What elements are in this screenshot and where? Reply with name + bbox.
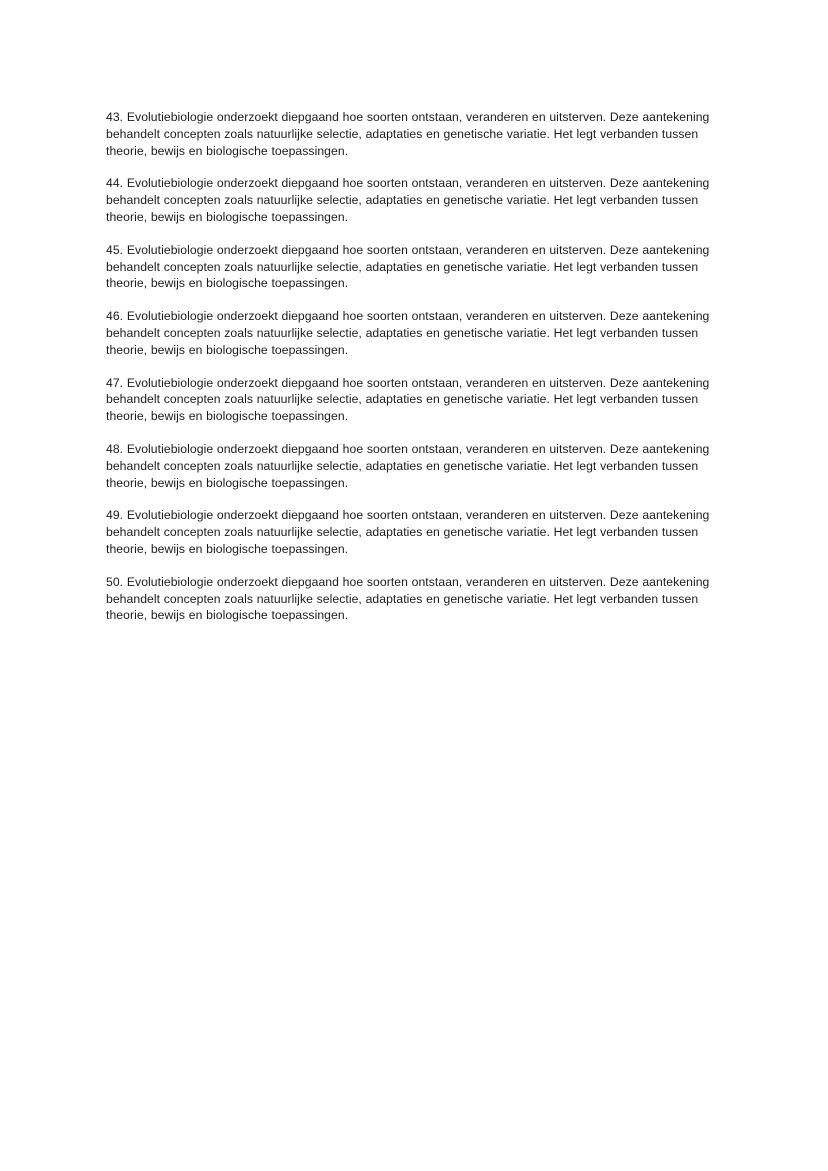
note-paragraph bbox=[106, 375, 714, 425]
note-number: 48. bbox=[106, 441, 124, 456]
note-number: 49. bbox=[106, 508, 124, 523]
note-paragraph bbox=[106, 109, 714, 159]
note-body-text: Evolutiebiologie onderzoekt diepgaand hoe soorten ontstaan, veranderen en uitsterven. Deze aantekening behandelt concepten zoals natuurlijke selectie, adaptaties en genetische variatie. Het legt verbanden tussen theorie, bewijs en biologische toepassingen. bbox=[106, 110, 710, 158]
note-body-text: Evolutiebiologie onderzoekt diepgaand hoe soorten ontstaan, veranderen en uitsterven. Deze aantekening behandelt concepten zoals natuurlijke selectie, adaptaties en genetische variatie. Het legt verbanden tussen theorie, bewijs en biologische toepassingen. bbox=[106, 508, 710, 556]
note-paragraph bbox=[106, 441, 714, 491]
note-number: 43. bbox=[106, 110, 124, 124]
note-paragraph bbox=[106, 308, 714, 358]
note-body-text: Evolutiebiologie onderzoekt diepgaand hoe soorten ontstaan, veranderen en uitsterven. Deze aantekening behandelt concepten zoals natuurlijke selectie, adaptaties en genetische variatie. Het legt verbanden tussen theorie, bewijs en biologische toepassingen. bbox=[106, 574, 710, 623]
note-number: 46. bbox=[106, 309, 124, 324]
note-body-text: Evolutiebiologie onderzoekt diepgaand hoe soorten ontstaan, veranderen en uitsterven. Deze aantekening behandelt concepten zoals natuurlijke selectie, adaptaties en genetische variatie. Het legt verbanden tussen theorie, bewijs en biologische toepassingen. bbox=[106, 242, 710, 291]
note-body-text: Evolutiebiologie onderzoekt diepgaand hoe soorten ontstaan, veranderen en uitsterven. Deze aantekening behandelt concepten zoals natuurlijke selectie, adaptaties en genetische variatie. Het legt verbanden tussen theorie, bewijs en biologische toepassingen. bbox=[106, 309, 710, 357]
note-body-text: Evolutiebiologie onderzoekt diepgaand hoe soorten ontstaan, veranderen en uitsterven. Deze aantekening behandelt concepten zoals natuurlijke selectie, adaptaties en genetische variatie. Het legt verbanden tussen theorie, bewijs en biologische toepassingen. bbox=[106, 375, 710, 424]
note-paragraph bbox=[106, 574, 714, 624]
note-paragraph bbox=[106, 242, 714, 292]
note-paragraph bbox=[106, 507, 714, 557]
note-body-text: Evolutiebiologie onderzoekt diepgaand hoe soorten ontstaan, veranderen en uitsterven. Deze aantekening behandelt concepten zoals natuurlijke selectie, adaptaties en genetische variatie. Het legt verbanden tussen theorie, bewijs en biologische toepassingen. bbox=[106, 441, 710, 490]
note-number: 47. bbox=[106, 375, 124, 390]
note-paragraph bbox=[106, 175, 714, 225]
document-text-column bbox=[106, 109, 714, 624]
note-number: 50. bbox=[106, 574, 124, 589]
note-number: 45. bbox=[106, 242, 124, 257]
note-number: 44. bbox=[106, 176, 124, 191]
note-body-text: Evolutiebiologie onderzoekt diepgaand hoe soorten ontstaan, veranderen en uitsterven. Deze aantekening behandelt concepten zoals natuurlijke selectie, adaptaties en genetische variatie. Het legt verbanden tussen theorie, bewijs en biologische toepassingen. bbox=[106, 176, 710, 224]
